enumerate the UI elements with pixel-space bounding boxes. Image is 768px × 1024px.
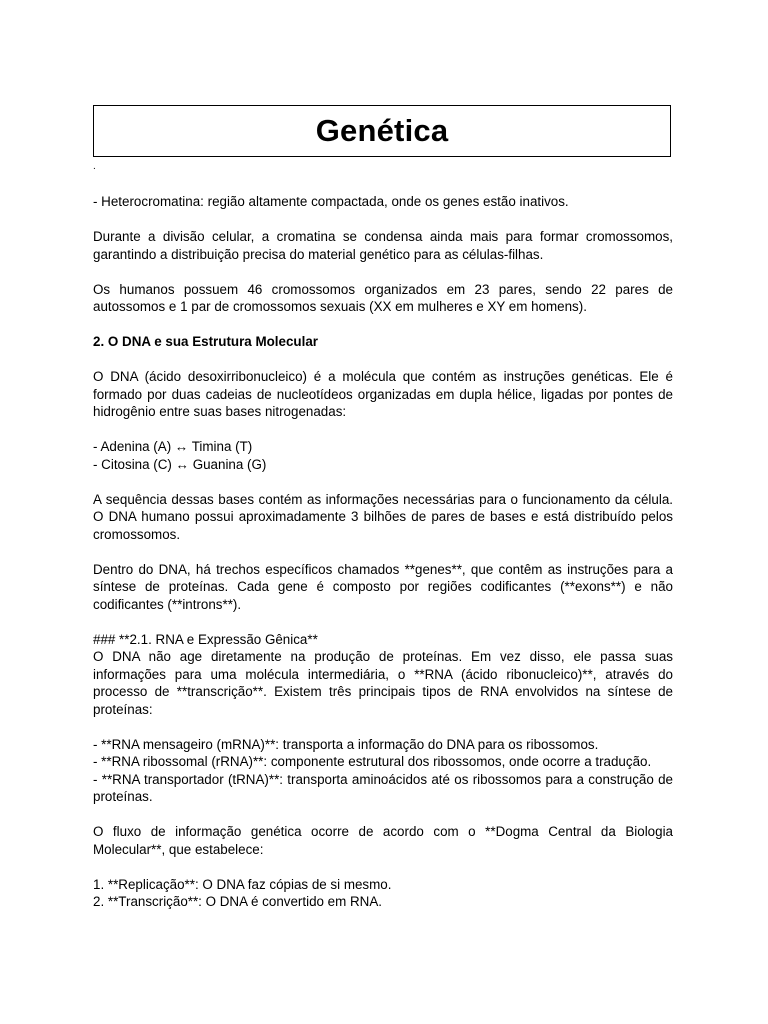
section-heading-dna: 2. O DNA e sua Estrutura Molecular: [93, 334, 318, 349]
base-pair-item: - Citosina (C) ↔ Guanina (G): [93, 456, 267, 472]
spacer: [93, 421, 673, 439]
spacer: [93, 543, 673, 561]
spacer: [93, 263, 673, 281]
spacer: [93, 211, 673, 229]
dogma-step-item: 2. **Transcrição**: O DNA é convertido em RNA.: [93, 894, 382, 909]
rna-type-item: - **RNA transportador (tRNA)**: transporta aminoácidos até os ribossomos para a construção de proteínas.: [93, 771, 673, 804]
rna-type-item: - **RNA mensageiro (mRNA)**: transporta a informação do DNA para os ribossomos.: [93, 736, 599, 752]
paragraph-dna: O DNA (ácido desoxirribonucleico) é a molécula que contém as instruções genéticas. Ele é formado por duas cadeias de nucleotídeos organizadas em dupla hélice, ligadas por pontes de hidrogênio entre suas bases nitrogenadas:: [93, 369, 673, 419]
spacer: [93, 718, 673, 736]
paragraph-sequencia: A sequência dessas bases contém as informações necessárias para o funcionamento da célula. O DNA humano possui aproximadamente 3 bilhões de pares de bases e está distribuído pelos cromossomos.: [93, 491, 673, 542]
document-title: Genética: [315, 113, 449, 148]
paragraph-genes: Dentro do DNA, há trechos específicos chamados **genes**, que contêm as instruções para a síntese de proteínas. Cada gene é composto por regiões codificantes (**exons**) e não codificantes (**introns**).: [93, 561, 673, 612]
paragraph-rna: O DNA não age diretamente na produção de proteínas. Em vez disso, ele passa suas informações para uma molécula intermediária, o **RNA (ácido ribonucleico)**, através do processo de **transcrição**. Existem três principais tipos de RNA envolvidos na síntese de proteínas:: [93, 649, 673, 717]
paragraph-heterocromatina: - Heterocromatina: região altamente compactada, onde os genes estão inativos.: [93, 194, 569, 209]
paragraph-divisao-celular: Durante a divisão celular, a cromatina se condensa ainda mais para formar cromossomos, garantindo a distribuição precisa do material genético para as células-filhas.: [93, 229, 673, 262]
spacer: [93, 473, 673, 491]
title-box: [93, 105, 671, 157]
paragraph-humanos: Os humanos possuem 46 cromossomos organizados em 23 pares, sendo 22 pares de autossomos e 1 par de cromossomos sexuais (XX em mulheres e XY em homens).: [93, 281, 673, 314]
paragraph-dogma: O fluxo de informação genética ocorre de acordo com o **Dogma Central da Biologia Molecular**, que estabelece:: [93, 824, 673, 857]
spacer: [93, 858, 673, 876]
stray-dot: .: [93, 161, 96, 172]
dogma-step-item: 1. **Replicação**: O DNA faz cópias de si mesmo.: [93, 876, 392, 892]
spacer: [93, 316, 673, 334]
spacer: [93, 176, 673, 194]
spacer: [93, 613, 673, 631]
spacer: [93, 806, 673, 824]
base-pair-item: - Adenina (A) ↔ Timina (T): [93, 439, 253, 454]
spacer: [93, 351, 673, 369]
section-heading-rna: ### **2.1. RNA e Expressão Gênica**: [93, 631, 318, 647]
rna-type-item: - **RNA ribossomal (rRNA)**: componente estrutural dos ribossomos, onde ocorre a tradução.: [93, 754, 652, 769]
document-body: [93, 158, 673, 911]
